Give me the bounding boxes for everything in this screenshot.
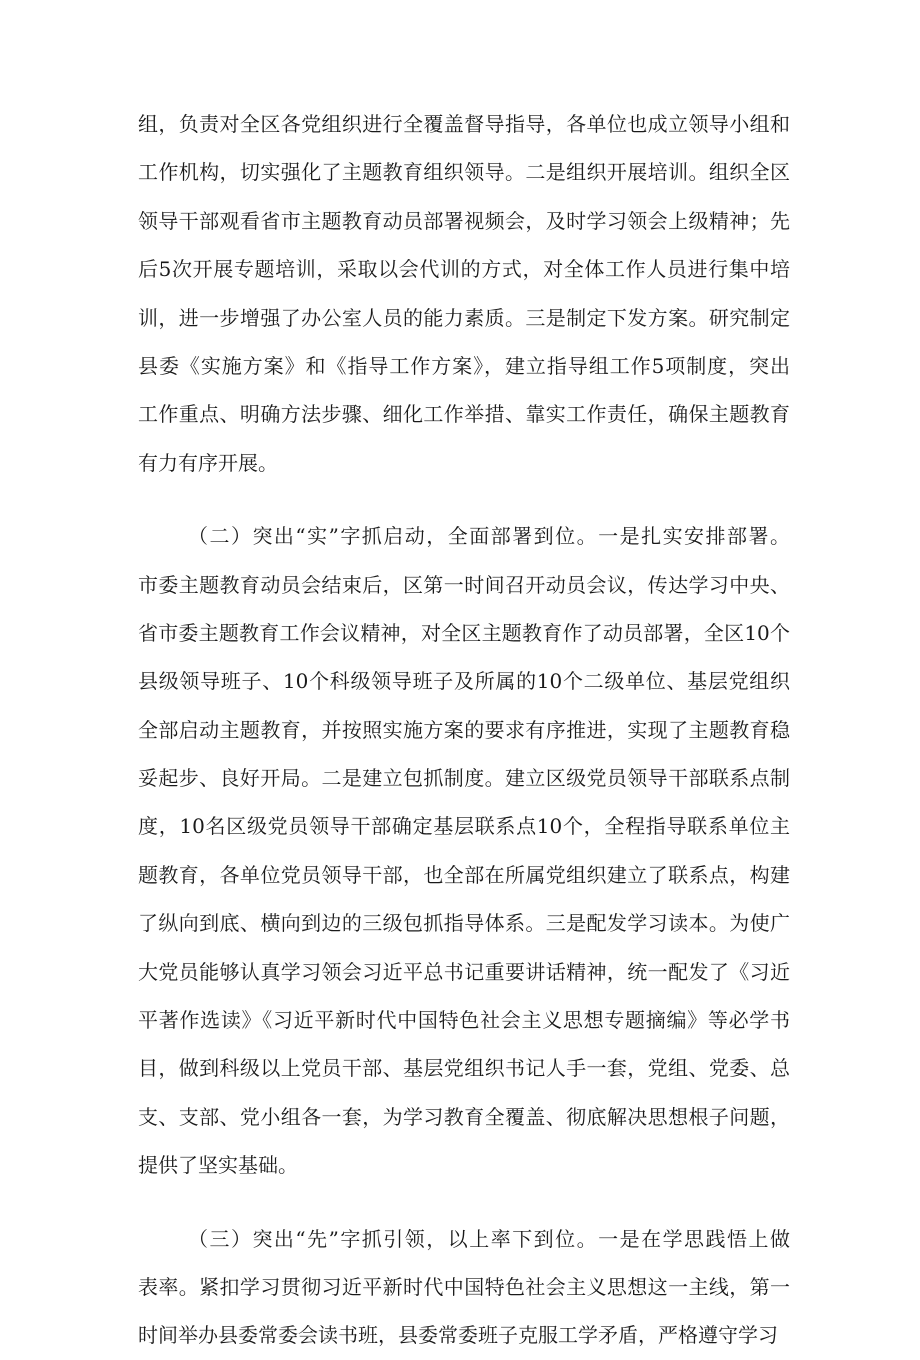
text-line: 题教育，各单位党员领导干部，也全部在所属党组织建立了联系点，构建 [138,862,790,887]
text-line: 省市委主题教育工作会议精神，对全区主题教育作了动员部署，全区10个 [138,620,790,645]
text-line: 市委主题教育动员会结束后，区第一时间召开动员会议，传达学习中央、 [138,572,790,597]
text-line: （二）突出“实”字抓启动，全面部署到位。一是扎实安排部署。 [188,524,790,549]
text-line: 了纵向到底、横向到边的三级包抓指导体系。三是配发学习读本。为使广 [138,911,790,936]
paragraph [138,1215,790,1360]
text-line: 训，进一步增强了办公室人员的能力素质。三是制定下发方案。研究制定 [138,305,790,330]
text-line: 后5次开展专题培训，采取以会代训的方式，对全体工作人员进行集中培 [138,257,790,282]
text-line: 全部启动主题教育，并按照实施方案的要求有序推进，实现了主题教育稳 [138,717,790,742]
paragraph [138,512,790,1189]
text-line: 县委《实施方案》和《指导工作方案》，建立指导组工作5项制度，突出 [138,353,790,378]
text-line: 平著作选读》《习近平新时代中国特色社会主义思想专题摘编》等必学书 [138,1008,790,1033]
paragraph-gap [138,1190,790,1215]
text-line: 度，10名区级党员领导干部确定基层联系点10个，全程指导联系单位主 [138,814,790,839]
text-line: 工作重点、明确方法步骤、细化工作举措、靠实工作责任，确保主题教育 [138,402,790,427]
text-line: 时间举办县委常委会读书班，县委常委班子克服工学矛盾，严格遵守学习 [138,1323,778,1348]
text-line: 县级领导班子、10个科级领导班子及所属的10个二级单位、基层党组织 [138,669,790,694]
text-line: 支、支部、党小组各一套，为学习教育全覆盖、彻底解决思想根子问题， [138,1104,790,1129]
text-line: 有力有序开展。 [138,450,278,475]
text-line: 组，负责对全区各党组织进行全覆盖督导指导，各单位也成立领导小组和 [138,112,790,136]
text-line: 提供了坚实基础。 [138,1153,298,1178]
paragraph [138,100,790,487]
text-line: 目，做到科级以上党员干部、基层党组织书记人手一套，党组、党委、总 [138,1056,790,1081]
text-line: 领导干部观看省市主题教育动员部署视频会，及时学习领会上级精神；先 [138,208,790,233]
document-body [138,100,790,1360]
paragraph-gap [138,487,790,512]
text-line: 工作机构，切实强化了主题教育组织领导。二是组织开展培训。组织全区 [138,160,790,185]
text-line: （三）突出“先”字抓引领，以上率下到位。一是在学思践悟上做 [188,1226,790,1251]
text-line: 表率。紧扣学习贯彻习近平新时代中国特色社会主义思想这一主线，第一 [138,1274,790,1299]
text-line: 大党员能够认真学习领会习近平总书记重要讲话精神，统一配发了《习近 [138,959,790,984]
text-line: 妥起步、良好开局。二是建立包抓制度。建立区级党员领导干部联系点制 [138,766,790,791]
